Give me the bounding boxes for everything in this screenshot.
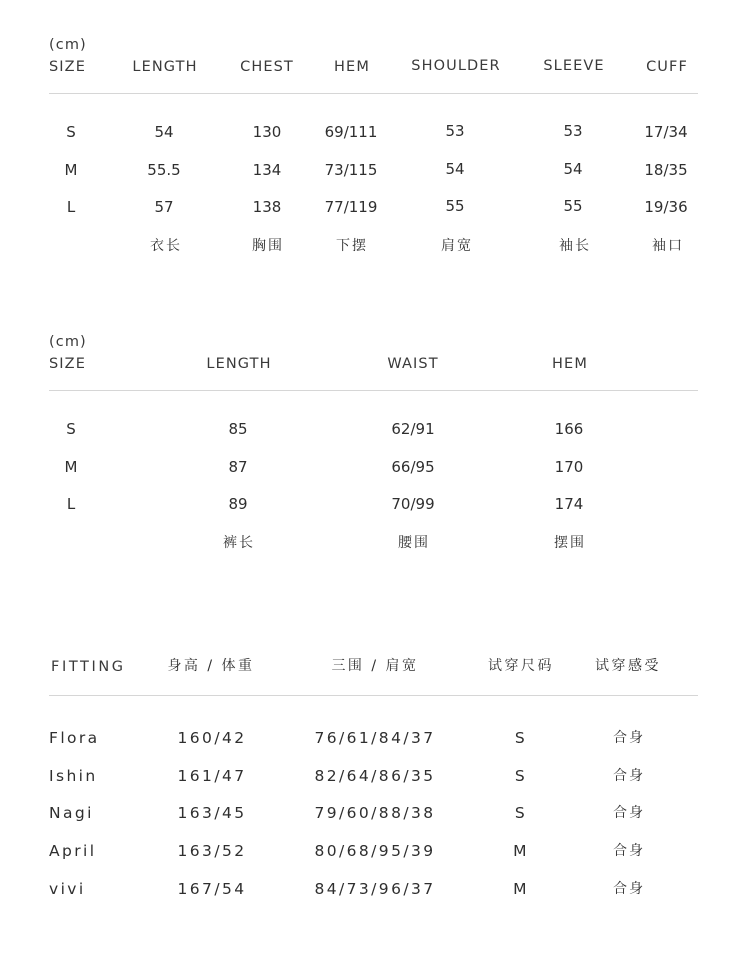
header-height-weight: 身高 / 体重 <box>167 658 255 674</box>
size-cell: M <box>513 842 529 860</box>
feeling-cell: 合身 <box>613 843 645 859</box>
header-feeling: 试穿感受 <box>595 658 661 674</box>
header-shoulder: SHOULDER <box>411 58 501 74</box>
header-fitting: FITTING <box>51 659 126 675</box>
unit-label: (cm) <box>49 37 87 53</box>
divider <box>49 390 698 391</box>
model-name: April <box>49 842 97 860</box>
waist-cell: 62/91 <box>391 420 435 438</box>
cn-label-cuff: 袖口 <box>652 238 684 254</box>
header-length: LENGTH <box>132 59 198 75</box>
hem-cell: 69/111 <box>324 123 378 141</box>
measurements-cell: 84/73/96/37 <box>314 880 436 898</box>
measurements-cell: 79/60/88/38 <box>314 804 436 822</box>
cn-label-length: 裤长 <box>223 535 255 551</box>
length-cell: 87 <box>228 458 248 476</box>
cn-label-sleeve: 袖长 <box>559 238 591 254</box>
cuff-cell: 18/35 <box>644 161 688 179</box>
chest-cell: 134 <box>252 161 282 179</box>
header-sleeve: SLEEVE <box>543 58 605 74</box>
cn-label-hem: 下摆 <box>336 238 368 254</box>
cn-label-length: 衣长 <box>150 238 182 254</box>
hem-cell: 166 <box>554 420 584 438</box>
sleeve-cell: 53 <box>563 122 583 140</box>
length-cell: 85 <box>228 420 248 438</box>
hem-cell: 174 <box>554 495 584 513</box>
cn-label-chest: 胸围 <box>252 238 284 254</box>
feeling-cell: 合身 <box>613 805 645 821</box>
header-size: SIZE <box>49 356 86 372</box>
length-cell: 57 <box>154 198 174 216</box>
length-cell: 55.5 <box>147 161 181 179</box>
divider <box>49 695 698 696</box>
shoulder-cell: 53 <box>445 122 465 140</box>
feeling-cell: 合身 <box>613 881 645 897</box>
cuff-cell: 19/36 <box>644 198 688 216</box>
chest-cell: 138 <box>252 198 282 216</box>
size-cell: S <box>66 123 76 141</box>
size-cell: M <box>64 458 78 476</box>
hem-cell: 77/119 <box>324 198 378 216</box>
feeling-cell: 合身 <box>613 730 645 746</box>
cn-label-shoulder: 肩宽 <box>441 238 473 254</box>
shoulder-cell: 54 <box>445 160 465 178</box>
size-cell: S <box>66 420 76 438</box>
height-weight-cell: 163/45 <box>177 804 247 822</box>
height-weight-cell: 167/54 <box>177 880 247 898</box>
waist-cell: 70/99 <box>391 495 435 513</box>
hem-cell: 170 <box>554 458 584 476</box>
length-cell: 89 <box>228 495 248 513</box>
measurements-cell: 80/68/95/39 <box>314 842 436 860</box>
cn-label-waist: 腰围 <box>398 535 430 551</box>
model-name: Ishin <box>49 767 98 785</box>
header-waist: WAIST <box>387 356 439 372</box>
size-cell: L <box>66 198 76 216</box>
size-cell: S <box>514 804 528 822</box>
header-chest: CHEST <box>240 59 294 75</box>
model-name: Flora <box>49 729 100 747</box>
size-cell: M <box>64 161 78 179</box>
height-weight-cell: 163/52 <box>177 842 247 860</box>
measurements-cell: 76/61/84/37 <box>314 729 436 747</box>
height-weight-cell: 161/47 <box>177 767 247 785</box>
model-name: vivi <box>49 880 86 898</box>
model-name: Nagi <box>49 804 94 822</box>
header-measurements: 三围 / 肩宽 <box>331 658 419 674</box>
height-weight-cell: 160/42 <box>177 729 247 747</box>
size-cell: S <box>514 767 528 785</box>
hem-cell: 73/115 <box>324 161 378 179</box>
header-cuff: CUFF <box>646 59 688 75</box>
length-cell: 54 <box>154 123 174 141</box>
header-hem: HEM <box>552 356 588 372</box>
sleeve-cell: 54 <box>563 160 583 178</box>
divider <box>49 93 698 94</box>
header-size: SIZE <box>49 59 86 75</box>
size-cell: M <box>513 880 529 898</box>
header-size-tried: 试穿尺码 <box>488 658 554 674</box>
size-cell: L <box>66 495 76 513</box>
chest-cell: 130 <box>252 123 282 141</box>
size-cell: S <box>514 729 528 747</box>
header-hem: HEM <box>334 59 370 75</box>
cn-label-hem: 摆围 <box>554 535 586 551</box>
cuff-cell: 17/34 <box>644 123 688 141</box>
unit-label: (cm) <box>49 334 87 350</box>
waist-cell: 66/95 <box>391 458 435 476</box>
sleeve-cell: 55 <box>563 197 583 215</box>
header-length: LENGTH <box>206 356 272 372</box>
feeling-cell: 合身 <box>613 768 645 784</box>
shoulder-cell: 55 <box>445 197 465 215</box>
measurements-cell: 82/64/86/35 <box>314 767 436 785</box>
